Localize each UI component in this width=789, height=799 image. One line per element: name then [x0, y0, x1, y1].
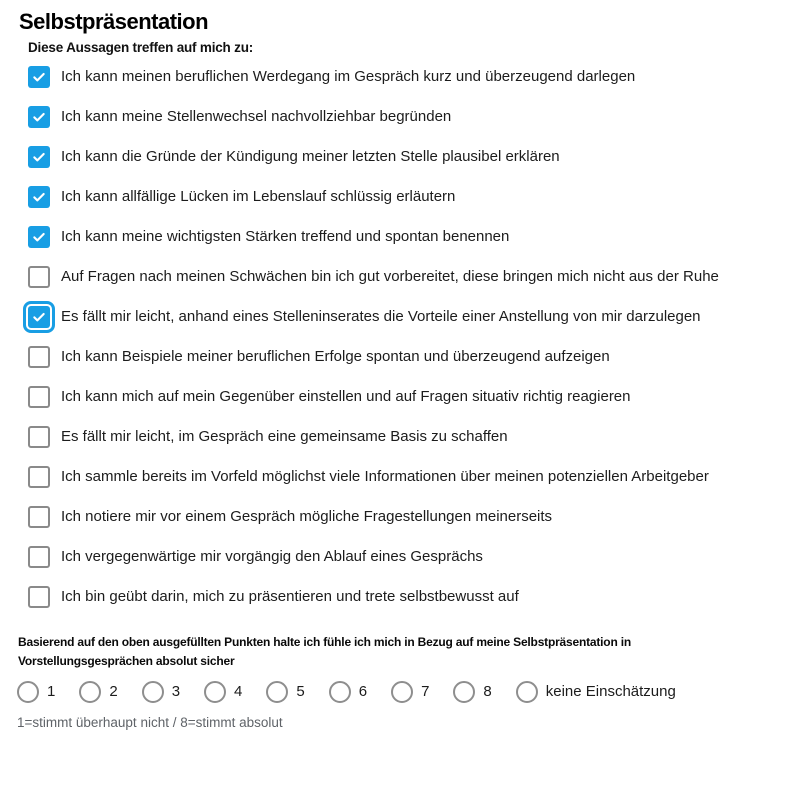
radio-circle-icon[interactable] [266, 681, 288, 703]
checkmark-icon [31, 69, 47, 85]
rating-question: Basierend auf den oben ausgefüllten Punkten halte ich fühle ich mich in Bezug auf meine Selbstpräsentation in Vorstellungsgesprächen absolut sicher [18, 635, 631, 668]
checkbox-item[interactable] [28, 265, 789, 289]
checkbox-label: Es fällt mir leicht, im Gespräch eine gemeinsame Basis zu schaffen [61, 428, 508, 445]
checkbox[interactable] [28, 346, 50, 368]
checkbox-label: Ich bin geübt darin, mich zu präsentieren und trete selbstbewusst auf [61, 588, 519, 605]
checkbox[interactable] [28, 466, 50, 488]
checkbox-item[interactable] [28, 385, 789, 409]
checkmark-icon [31, 109, 47, 125]
rating-radio[interactable] [391, 680, 429, 704]
checkbox[interactable] [28, 226, 50, 248]
checkbox-item[interactable] [28, 105, 789, 129]
checkmark-icon [31, 149, 47, 165]
radio-label: 7 [421, 683, 430, 700]
rating-radio[interactable] [329, 680, 367, 704]
checkbox[interactable] [28, 586, 50, 608]
radio-circle-icon[interactable] [204, 681, 226, 703]
checkbox-label: Ich sammle bereits im Vorfeld möglichst viele Informationen über meinen potenziellen Arbeitgeber [61, 468, 709, 485]
radio-label: 4 [234, 683, 243, 700]
checkbox-label: Ich kann mich auf mein Gegenüber einstellen und auf Fragen situativ richtig reagieren [61, 388, 631, 405]
checkbox-item[interactable] [28, 345, 789, 369]
checkbox[interactable] [28, 186, 50, 208]
checkbox-item[interactable] [28, 65, 789, 89]
checkbox[interactable] [28, 506, 50, 528]
checkmark-icon [31, 189, 47, 205]
checkmark-icon [31, 309, 47, 325]
radio-label: 5 [296, 683, 305, 700]
checkbox-item[interactable] [28, 585, 789, 609]
rating-scale [17, 680, 789, 704]
checkbox-label: Ich kann allfällige Lücken im Lebenslauf schlüssig erläutern [61, 188, 456, 205]
form-subtitle: Diese Aussagen treffen auf mich zu: [28, 40, 254, 55]
rating-radio[interactable] [266, 680, 304, 704]
checkbox[interactable] [28, 66, 50, 88]
checkbox[interactable] [28, 386, 50, 408]
page-title: Selbstpräsentation [19, 9, 209, 34]
checkbox-label: Ich kann meine Stellenwechsel nachvollziehbar begründen [61, 108, 452, 125]
checkbox-item[interactable] [28, 465, 789, 489]
checkbox-item[interactable] [28, 545, 789, 569]
checkbox-item[interactable] [28, 225, 789, 249]
checkbox-label: Ich kann meine wichtigsten Stärken treffend und spontan benennen [61, 228, 510, 245]
checkbox-label: Ich notiere mir vor einem Gespräch mögliche Fragestellungen meinerseits [61, 508, 553, 525]
rating-radio[interactable] [453, 680, 491, 704]
checkbox-label: Ich vergegenwärtige mir vorgängig den Ablauf eines Gesprächs [61, 548, 483, 565]
scale-legend: 1=stimmt überhaupt nicht / 8=stimmt absolut [17, 715, 283, 730]
checkbox-item[interactable] [28, 425, 789, 449]
radio-label: 1 [47, 683, 56, 700]
rating-radio[interactable] [17, 680, 55, 704]
radio-circle-icon[interactable] [453, 681, 475, 703]
radio-circle-icon[interactable] [391, 681, 413, 703]
radio-circle-icon[interactable] [329, 681, 351, 703]
rating-radio[interactable] [79, 680, 117, 704]
radio-label: 2 [109, 683, 118, 700]
radio-label: 8 [483, 683, 492, 700]
radio-circle-icon[interactable] [17, 681, 39, 703]
checkbox-label: Auf Fragen nach meinen Schwächen bin ich gut vorbereitet, diese bringen mich nicht aus der Ruhe [61, 268, 719, 285]
checkbox[interactable] [28, 426, 50, 448]
checkbox[interactable] [28, 546, 50, 568]
rating-radio[interactable] [204, 680, 242, 704]
radio-circle-icon[interactable] [79, 681, 101, 703]
checkbox[interactable] [28, 306, 50, 328]
checkbox-label: Es fällt mir leicht, anhand eines Stelleninserates die Vorteile einer Anstellung von mir darzulegen [61, 308, 701, 325]
radio-circle-icon[interactable] [142, 681, 164, 703]
checkbox-item[interactable] [28, 145, 789, 169]
checkbox-item[interactable] [28, 185, 789, 209]
radio-circle-icon[interactable] [516, 681, 538, 703]
checkbox-label: Ich kann meinen beruflichen Werdegang im Gespräch kurz und überzeugend darlegen [61, 68, 636, 85]
checkbox-label: Ich kann die Gründe der Kündigung meiner letzten Stelle plausibel erklären [61, 148, 560, 165]
checkbox[interactable] [28, 146, 50, 168]
checkbox[interactable] [28, 266, 50, 288]
radio-label: keine Einschätzung [545, 683, 676, 700]
radio-label: 6 [358, 683, 368, 700]
statement-checklist [28, 65, 789, 609]
checkbox-item[interactable] [28, 305, 789, 329]
checkmark-icon [31, 229, 47, 245]
rating-radio[interactable] [142, 680, 180, 704]
radio-label: 3 [171, 683, 181, 700]
rating-radio[interactable] [516, 680, 676, 704]
checkbox[interactable] [28, 106, 50, 128]
checkbox-item[interactable] [28, 505, 789, 529]
checkbox-label: Ich kann Beispiele meiner beruflichen Erfolge spontan und überzeugend aufzeigen [61, 348, 610, 365]
